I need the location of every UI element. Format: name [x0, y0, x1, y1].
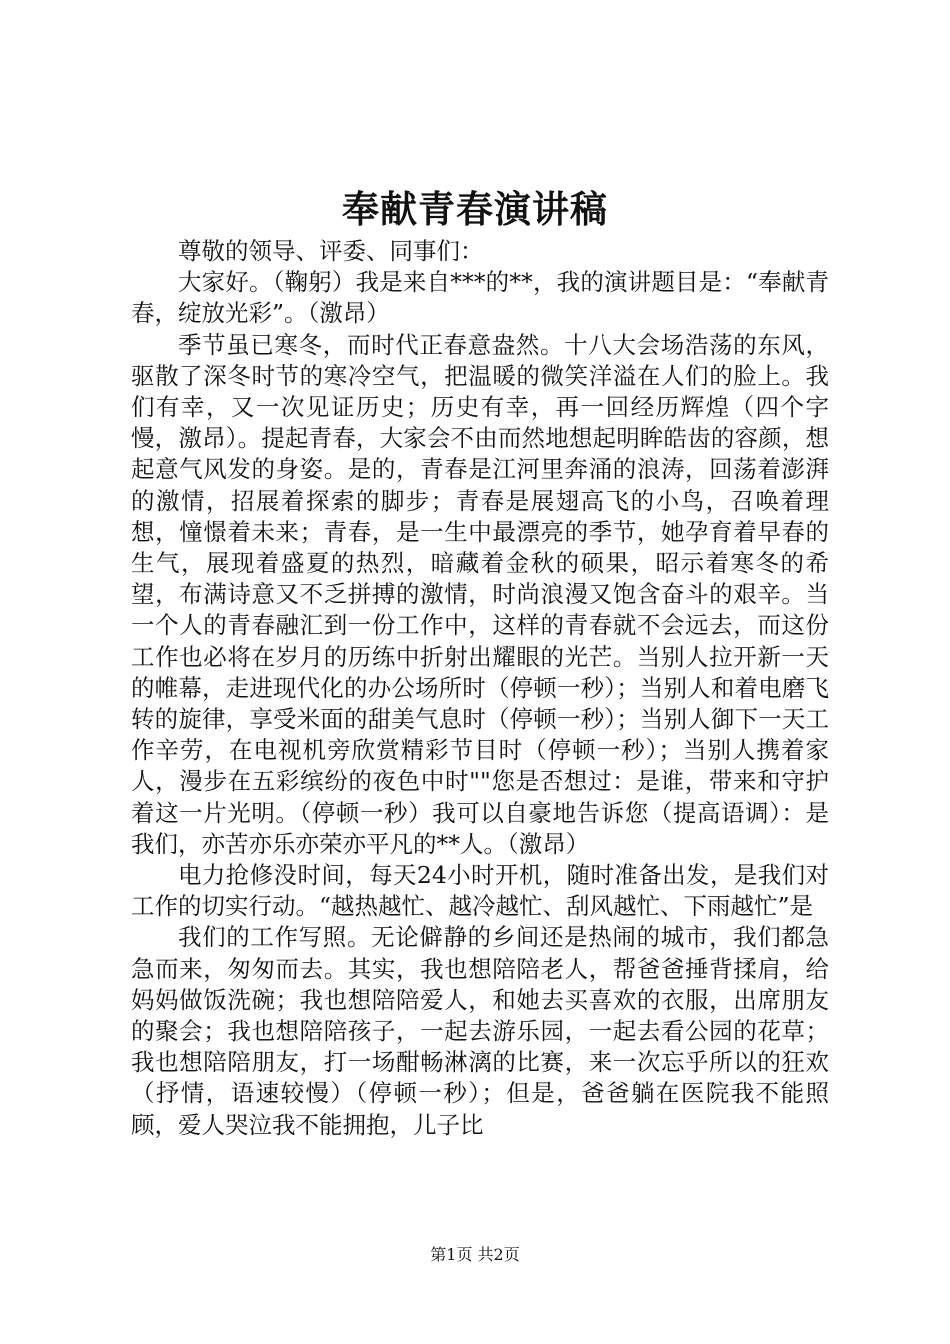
- youth-paragraph: 季节虽已寒冬，而时代正春意盎然。十八大会场浩荡的东风，驱散了深冬时节的寒冷空气，把温暖的微笑洋溢在人们的脸上。我们有幸，又一次见证历史；历史有幸，再一回经历辉煌（四个字慢，激昂）。提起青春，大家会不由而然地想起明眸皓齿的容颜，想起意气风发的身姿。是的，青春是江河里奔涌的浪涛，回荡着澎湃的激情，招展着探索的脚步；青春是展翅高飞的小鸟，召唤着理想，憧憬着未来；青春，是一生中最漂亮的季节，她孕育着早春的生气，展现着盛夏的热烈，暗藏着金秋的硕果，昭示着寒冬的希望，布满诗意又不乏拼搏的激情，时尚浪漫又饱含奋斗的艰辛。当一个人的青春融汇到一份工作中，这样的青春就不会远去，而这份工作也必将在岁月的历练中折射出耀眼的光芒。当别人拉开新一天的帷幕，走进现代化的办公场所时（停顿一秒）；当别人和着电磨飞转的旋律，享受米面的甜美气息时（停顿一秒）；当别人御下一天工作辛劳，在电视机旁欣赏精彩节目时（停顿一秒）；当别人携着家人，漫步在五彩缤纷的夜色中时""您是否想过：是谁，带来和守护着这一片光明。（停顿一秒）我可以自豪地告诉您（提高语调）：是我们，亦苦亦乐亦荣亦平凡的**人。（激昂）: [131, 330, 829, 858]
- document-title: 奉献青春演讲稿: [342, 187, 608, 231]
- greeting-paragraph: 大家好。（鞠躬）我是来自***的**，我的演讲题目是：“奉献青春，绽放光彩”。（激昂）: [131, 268, 829, 328]
- work-paragraph: 我们的工作写照。无论僻静的乡间还是热闹的城市，我们都急急而来，匆匆而去。其实，我也想陪陪老人，帮爸爸捶背揉肩，给妈妈做饭洗碗；我也想陪陪爱人，和她去买喜欢的衣服，出席朋友的聚会；我也想陪陪孩子，一起去游乐园，一起去看公园的花草；我也想陪陪朋友，打一场酣畅淋漓的比赛，来一次忘乎所以的狂欢（抒情，语速较慢）（停顿一秒）；但是，爸爸躺在医院我不能照顾，爱人哭泣我不能拥抱，儿子比: [131, 923, 829, 1139]
- salutation-paragraph: 尊敬的领导、评委、同事们：: [178, 237, 484, 265]
- page-number-footer: 第1页 共2页: [430, 1245, 520, 1264]
- repair-paragraph: 电力抢修没时间，每天24小时开机，随时准备出发，是我们对工作的切实行动。“越热越忙、越冷越忙、刮风越忙、下雨越忙”是: [131, 861, 829, 921]
- document-body: [131, 236, 829, 1141]
